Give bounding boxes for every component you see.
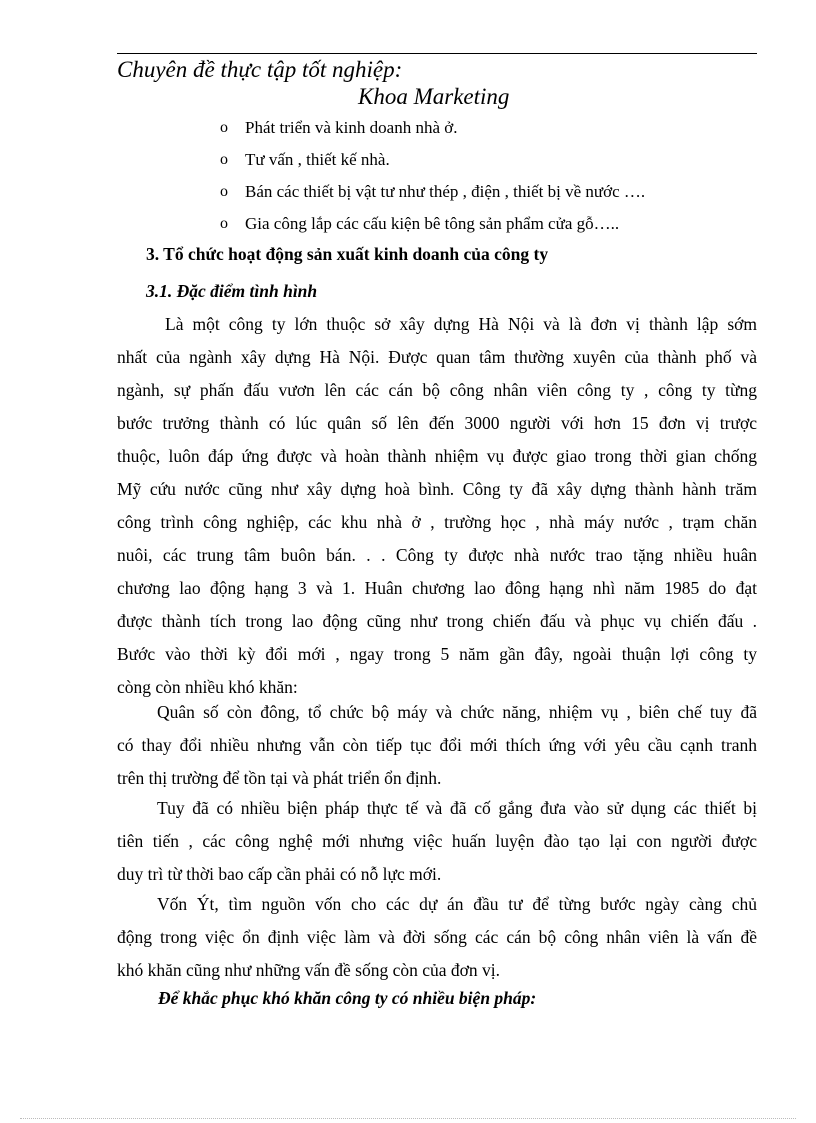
paragraph-line: có thay đổi nhiều nhưng vẫn còn tiếp tục đổi mới thích ứng với yêu cầu cạnh tranh <box>117 735 757 755</box>
bullet-circle-icon: o <box>220 215 228 232</box>
list-item-text: Gia công lắp các cấu kiện bê tông sản phẩm cửa gỗ….. <box>245 214 620 233</box>
document-header-title: Chuyên đề thực tập tốt nghiệp: <box>117 57 403 82</box>
section-heading: 3. Tổ chức hoạt động sản xuất kinh doanh của công ty <box>146 244 549 264</box>
paragraph-line: ngành, sự phấn đấu vươn lên các cán bộ công nhân viên công ty , công ty từng <box>117 380 757 400</box>
paragraph-line: Mỹ cứu nước cũng như xây dựng hoà bình. Công ty đã xây dựng thành hành trăm <box>117 479 757 499</box>
paragraph-line: thuộc, luôn đáp ứng được và hoàn thành nhiệm vụ được giao trong thời gian chống <box>117 446 757 466</box>
paragraph-line: còng còn nhiều khó khăn: <box>117 677 298 697</box>
paragraph-line: tiên tiến , các công nghệ mới nhưng việc huấn luyện đào tạo lại con người được <box>117 831 757 851</box>
list-item-text: Tư vấn , thiết kế nhà. <box>245 150 390 169</box>
paragraph <box>117 888 757 987</box>
paragraph-line: động trong việc ổn định việc làm và đời sống các cán bộ công nhân viên là vấn đề <box>117 927 757 947</box>
bullet-circle-icon: o <box>220 151 228 168</box>
list-item <box>220 208 619 240</box>
paragraph <box>117 792 757 891</box>
paragraph-line: công trình công nghiệp, các khu nhà ở , trường học , nhà máy nước , trạm chăn <box>117 512 757 532</box>
paragraph-line: Bước vào thời kỳ đổi mới , ngay trong 5 năm gần đây, ngoài thuận lợi công ty <box>117 644 757 664</box>
paragraph-line: nuôi, các trung tâm buôn bán. . . Công ty được nhà nước trao tặng nhiều huân <box>117 545 757 565</box>
footer-rule <box>20 1118 796 1119</box>
paragraph-line: chương lao động hạng 3 và 1. Huân chương lao đông hạng nhì năm 1985 do đạt <box>117 578 757 598</box>
paragraph-line: Là một công ty lớn thuộc sở xây dựng Hà Nội và là đơn vị thành lập sớm <box>165 314 757 334</box>
paragraph-line: Tuy đã có nhiều biện pháp thực tế và đã cố gắng đưa vào sử dụng các thiết bị <box>157 798 757 818</box>
paragraph-line: duy trì từ thời bao cấp cần phải có nỗ lực mới. <box>117 864 442 884</box>
paragraph <box>117 696 757 795</box>
paragraph-line: bước trưởng thành có lúc quân số lên đến 3000 người với hơn 15 đơn vị trược <box>117 413 757 433</box>
paragraph-line: Quân số còn đông, tổ chức bộ máy và chức năng, nhiệm vụ , biên chế tuy đã <box>157 702 757 722</box>
paragraph-line: khó khăn cũng như những vấn đề sống còn của đơn vị. <box>117 960 501 980</box>
document-header-department: Khoa Marketing <box>358 84 510 109</box>
paragraph-line: Vốn Ýt, tìm nguồn vốn cho các dự án đầu tư để từng bước ngày càng chủ <box>157 894 757 914</box>
bullet-circle-icon: o <box>220 119 228 136</box>
paragraph-line: được thành tích trong lao động cũng như trong chiến đấu và phục vụ chiến đấu . <box>117 611 757 631</box>
list-item-text: Phát triển và kinh doanh nhà ở. <box>245 118 458 137</box>
closing-heading: Để khắc phục khó khăn công ty có nhiều biện pháp: <box>158 988 537 1008</box>
paragraph <box>117 308 757 704</box>
header-rule <box>117 53 757 54</box>
paragraph-line: nhất của ngành xây dựng Hà Nội. Được quan tâm thường xuyên của thành phố và <box>117 347 757 367</box>
bullet-circle-icon: o <box>220 183 228 200</box>
list-item <box>220 144 390 176</box>
list-item <box>220 176 645 208</box>
paragraph-line: trên thị trường để tồn tại và phát triển ổn định. <box>117 768 442 788</box>
list-item <box>220 112 457 144</box>
list-item-text: Bán các thiết bị vật tư như thép , điện , thiết bị về nước …. <box>245 182 646 201</box>
subsection-heading: 3.1. Đặc điểm tình hình <box>146 281 318 301</box>
